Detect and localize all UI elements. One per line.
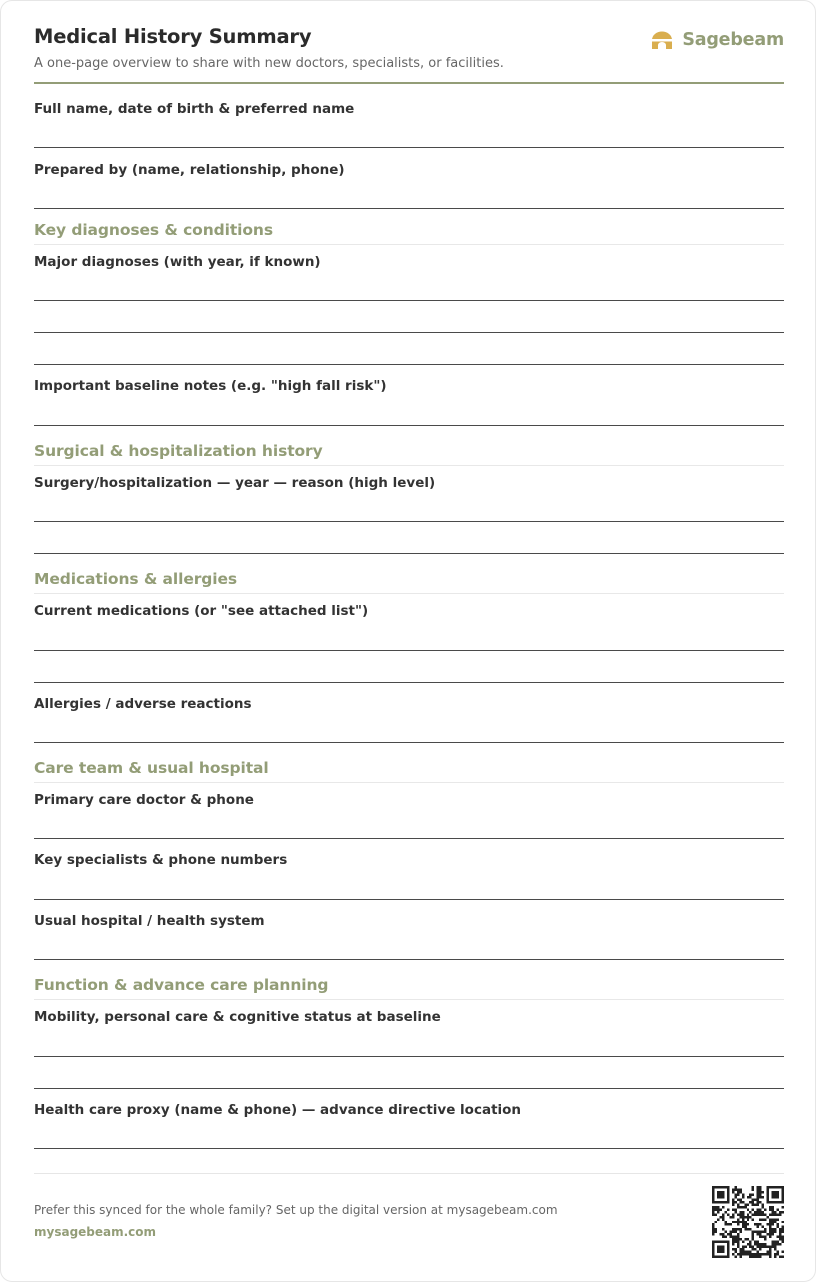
section-title-medications: Medications & allergies xyxy=(34,570,238,588)
field-label-usual-hospital: Usual hospital / health system xyxy=(34,913,265,929)
write-line-surgery-2[interactable] xyxy=(34,553,784,554)
brand xyxy=(651,28,784,52)
qr-code-icon[interactable] xyxy=(712,1186,784,1258)
field-label-health-care-proxy: Health care proxy (name & phone) — advance directive location xyxy=(34,1102,522,1118)
section-divider xyxy=(34,999,784,1000)
brand-name: Sagebeam xyxy=(682,30,784,50)
section-title-diagnoses: Key diagnoses & conditions xyxy=(34,221,273,239)
write-line-medications-1[interactable] xyxy=(34,650,784,651)
write-line-medications-2[interactable] xyxy=(34,682,784,683)
page-subtitle: A one-page overview to share with new doctors, specialists, or facilities. xyxy=(34,56,504,71)
write-line-usual-hospital[interactable] xyxy=(34,959,784,960)
section-title-care-team: Care team & usual hospital xyxy=(34,759,269,777)
field-label-allergies: Allergies / adverse reactions xyxy=(34,696,252,712)
section-divider xyxy=(34,244,784,245)
write-line-prepared-by[interactable] xyxy=(34,208,784,209)
footer-divider xyxy=(34,1173,784,1174)
write-line-surgery-1[interactable] xyxy=(34,521,784,522)
field-label-major-diagnoses: Major diagnoses (with year, if known) xyxy=(34,254,321,270)
section-divider xyxy=(34,465,784,466)
field-label-primary-care: Primary care doctor & phone xyxy=(34,792,254,808)
write-line-major-diagnoses-1[interactable] xyxy=(34,300,784,301)
section-title-surgical: Surgical & hospitalization history xyxy=(34,442,323,460)
field-label-current-medications: Current medications (or "see attached list") xyxy=(34,603,369,619)
sagebeam-logo-icon xyxy=(651,30,673,50)
write-line-specialists[interactable] xyxy=(34,899,784,900)
write-line-full-name[interactable] xyxy=(34,147,784,148)
field-label-specialists: Key specialists & phone numbers xyxy=(34,852,288,868)
write-line-baseline-notes[interactable] xyxy=(34,425,784,426)
section-title-function: Function & advance care planning xyxy=(34,976,329,994)
section-divider xyxy=(34,593,784,594)
section-divider xyxy=(34,782,784,783)
footer-link[interactable]: mysagebeam.com xyxy=(34,1225,157,1239)
write-line-major-diagnoses-2[interactable] xyxy=(34,332,784,333)
field-label-surgery: Surgery/hospitalization — year — reason (high level) xyxy=(34,475,436,491)
write-line-health-care-proxy[interactable] xyxy=(34,1148,784,1149)
write-line-allergies[interactable] xyxy=(34,742,784,743)
page-title: Medical History Summary xyxy=(34,25,312,48)
write-line-major-diagnoses-3[interactable] xyxy=(34,364,784,365)
write-line-primary-care[interactable] xyxy=(34,838,784,839)
field-label-full-name: Full name, date of birth & preferred name xyxy=(34,101,355,117)
field-label-mobility: Mobility, personal care & cognitive status at baseline xyxy=(34,1009,441,1025)
write-line-mobility-1[interactable] xyxy=(34,1056,784,1057)
write-line-mobility-2[interactable] xyxy=(34,1088,784,1089)
field-label-baseline-notes: Important baseline notes (e.g. "high fall risk") xyxy=(34,378,387,394)
footer-text: Prefer this synced for the whole family? Set up the digital version at mysagebeam.com xyxy=(34,1203,558,1217)
page-header xyxy=(34,25,784,84)
field-label-prepared-by: Prepared by (name, relationship, phone) xyxy=(34,162,345,178)
